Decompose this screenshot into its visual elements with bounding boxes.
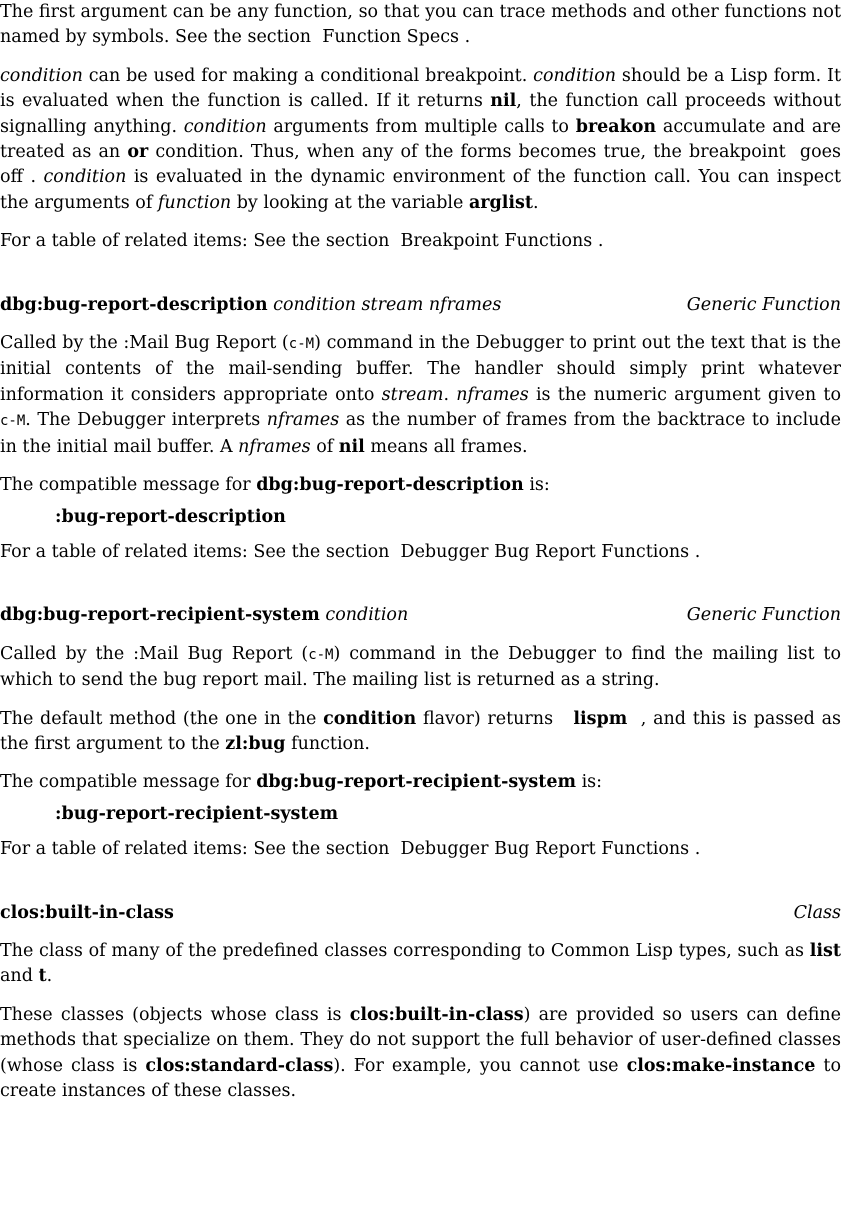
entry-header-built-in-class (0, 901, 841, 926)
entry1-related: For a table of related items: See the section Debugger Bug Report Functions . (0, 541, 701, 562)
debugger-bug-report-link[interactable]: Debugger Bug Report Functions (400, 839, 690, 860)
entry1-message: :bug-report-description (55, 506, 286, 527)
entry2-compat: The compatible message for dbg:bug-report-recipient-system is: (0, 772, 603, 793)
intro-paragraph: The first argument can be any function, so that you can trace methods and other functions not named by symbols. See the section Function Specs . (0, 2, 841, 48)
entry2-related: For a table of related items: See the section Debugger Bug Report Functions . (0, 839, 701, 860)
entry3-description: The class of many of the predefined classes corresponding to Common Lisp types, such as list and t. (0, 940, 841, 987)
entry-name: dbg:bug-report-description (0, 294, 268, 315)
entry2-default-method: The default method (the one in the condition flavor) returns lispm , and this is passed as the first argument to the zl:bug function. (0, 708, 842, 754)
debugger-bug-report-link[interactable]: Debugger Bug Report Functions (400, 541, 690, 562)
entry-name: clos:built-in-class (0, 902, 174, 923)
entry3-details: These classes (objects whose class is clos:built-in-class) are provided so users can define methods that specialize on them. They do not support the full behavior of user-defined classes (whose class is clos:standard-class). For example, you cannot use clos:make-instance to create instances of these classes. (0, 1004, 841, 1101)
condition-paragraph: condition can be used for making a conditional breakpoint. condition should be a Lisp form. It is evaluated when the function is called. If it returns nil, the function call proceeds without signalling anything. condition arguments from multiple calls to breakon accumulate and are treated as an or condition. Thus, when any of the forms becomes true, the breakpoint goes off . condition is evaluated in the dynamic environment of the function call. You can inspect the arguments of function by looking at the variable arglist. (0, 65, 842, 213)
entry-header-bug-report-recipient-system (0, 603, 841, 628)
entry-type: Generic Function (686, 605, 841, 626)
related-items-breakpoint: For a table of related items: See the section Breakpoint Functions . (0, 231, 604, 252)
entry-args: condition (325, 605, 409, 626)
entry1-compat: The compatible message for dbg:bug-report-description is: (0, 475, 550, 496)
entry-header-bug-report-description (0, 293, 841, 318)
entry-type: Class (793, 902, 841, 923)
function-specs-link[interactable]: Function Specs (322, 27, 460, 48)
breakpoint-functions-link[interactable]: Breakpoint Functions (400, 231, 593, 252)
entry-name: dbg:bug-report-recipient-system (0, 605, 320, 626)
entry-type: Generic Function (686, 294, 841, 315)
entry2-message: :bug-report-recipient-system (55, 803, 339, 824)
entry-args: condition stream nframes (273, 294, 502, 315)
entry2-description: Called by the :Mail Bug Report (c-M) command in the Debugger to find the mailing list to which to send the bug report mail. The mailing list is returned as a string. (0, 643, 841, 691)
entry1-description: Called by the :Mail Bug Report (c-M) command in the Debugger to print out the text that is the initial contents of the mail-sending buffer. The handler should simply print whatever information it considers appropriate onto stream. nframes is the numeric argument given to c-M. The Debugger interprets nframes as the number of frames from the backtrace to include in the initial mail buffer. A nframes of nil means all frames. (0, 333, 841, 457)
